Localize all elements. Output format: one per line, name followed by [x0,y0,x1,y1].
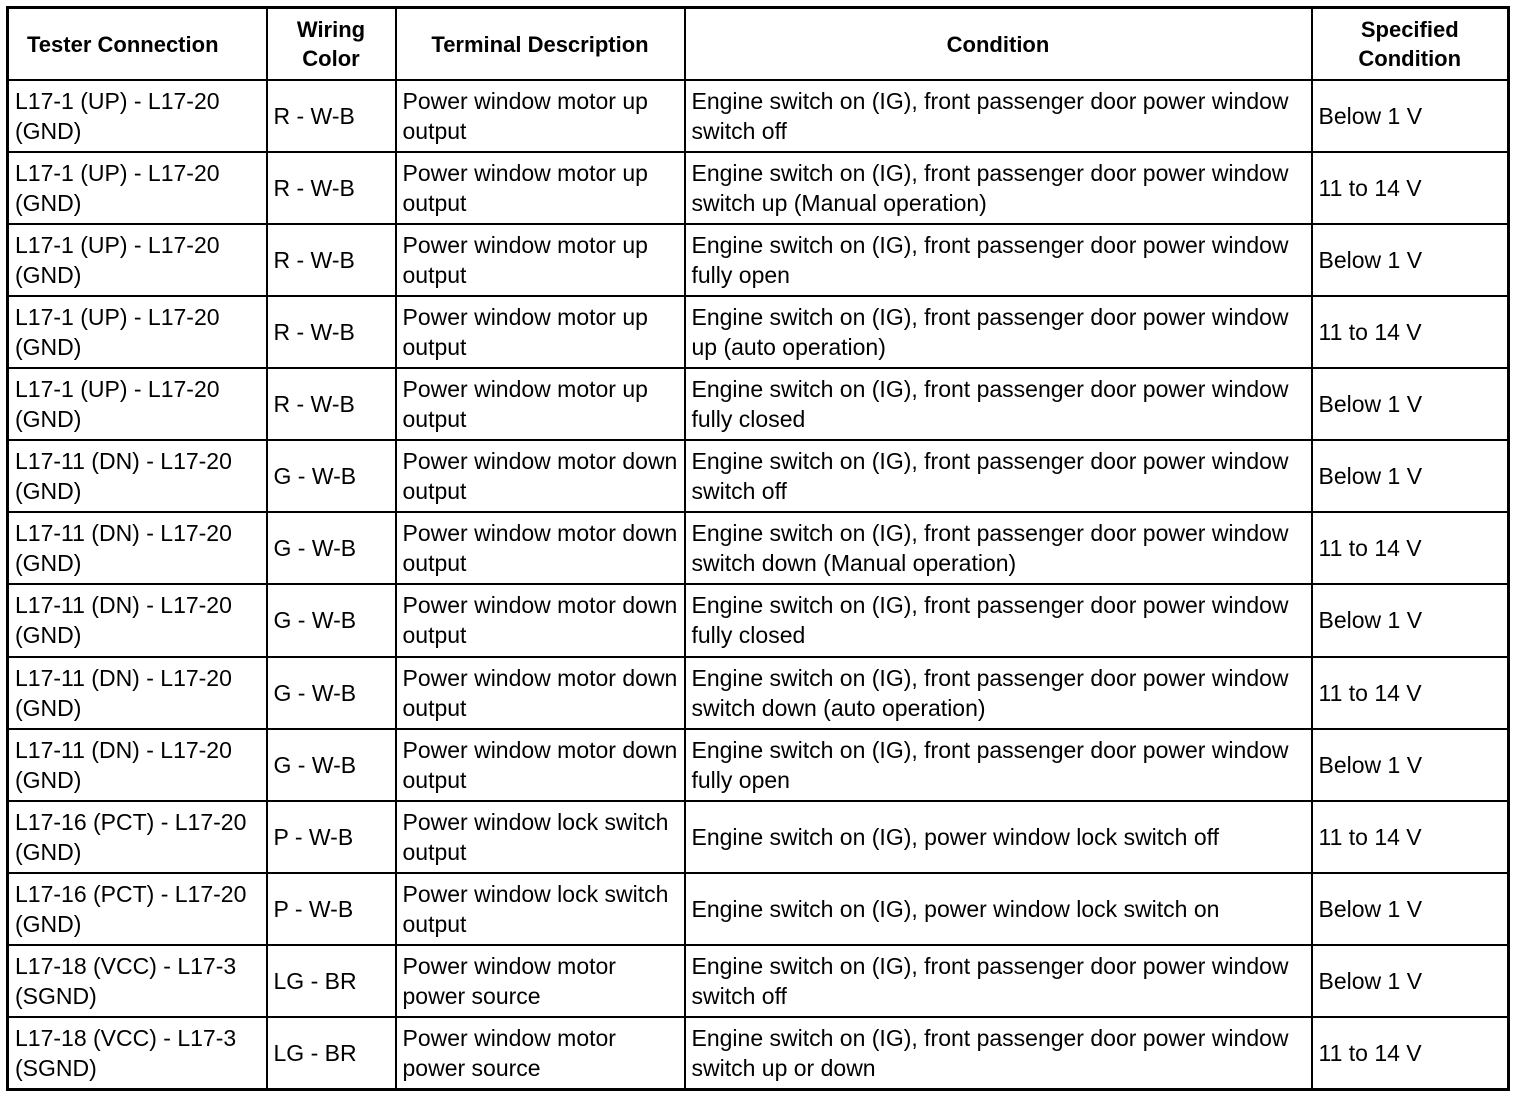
cell-terminal-description: Power window lock switch output [396,801,685,873]
cell-tester-connection: L17-11 (DN) - L17-20 (GND) [8,729,267,801]
cell-terminal-description: Power window motor down output [396,729,685,801]
terminal-spec-table [6,6,1510,1091]
table-row [8,873,1509,945]
cell-terminal-description: Power window motor down output [396,512,685,584]
cell-specified-condition: Below 1 V [1312,584,1509,656]
cell-tester-connection: L17-1 (UP) - L17-20 (GND) [8,224,267,296]
cell-tester-connection: L17-1 (UP) - L17-20 (GND) [8,368,267,440]
cell-specified-condition: 11 to 14 V [1312,1017,1509,1090]
cell-wiring-color: LG - BR [267,945,396,1017]
cell-terminal-description: Power window motor down output [396,584,685,656]
cell-tester-connection: L17-11 (DN) - L17-20 (GND) [8,584,267,656]
cell-condition: Engine switch on (IG), front passenger door power window switch off [685,80,1312,152]
table-row [8,584,1509,656]
cell-wiring-color: R - W-B [267,296,396,368]
cell-condition: Engine switch on (IG), front passenger door power window fully closed [685,368,1312,440]
header-terminal-description: Terminal Description [396,8,685,81]
cell-condition: Engine switch on (IG), front passenger door power window switch off [685,945,1312,1017]
cell-terminal-description: Power window motor power source [396,1017,685,1090]
table-row [8,801,1509,873]
cell-tester-connection: L17-11 (DN) - L17-20 (GND) [8,440,267,512]
cell-specified-condition: 11 to 14 V [1312,801,1509,873]
table-row [8,512,1509,584]
cell-tester-connection: L17-11 (DN) - L17-20 (GND) [8,512,267,584]
cell-condition: Engine switch on (IG), front passenger door power window up (auto operation) [685,296,1312,368]
table-row [8,729,1509,801]
cell-tester-connection: L17-16 (PCT) - L17-20 (GND) [8,873,267,945]
cell-specified-condition: 11 to 14 V [1312,152,1509,224]
cell-tester-connection: L17-18 (VCC) - L17-3 (SGND) [8,1017,267,1090]
cell-tester-connection: L17-1 (UP) - L17-20 (GND) [8,80,267,152]
header-tester-connection: Tester Connection [8,8,267,81]
cell-wiring-color: LG - BR [267,1017,396,1090]
cell-terminal-description: Power window motor up output [396,368,685,440]
cell-wiring-color: R - W-B [267,80,396,152]
cell-wiring-color: R - W-B [267,152,396,224]
cell-condition: Engine switch on (IG), front passenger door power window fully closed [685,584,1312,656]
cell-specified-condition: 11 to 14 V [1312,657,1509,729]
cell-wiring-color: G - W-B [267,584,396,656]
table-row [8,152,1509,224]
table-row [8,368,1509,440]
cell-terminal-description: Power window motor power source [396,945,685,1017]
header-wiring-color: Wiring Color [267,8,396,81]
cell-specified-condition: 11 to 14 V [1312,512,1509,584]
cell-terminal-description: Power window motor up output [396,296,685,368]
cell-terminal-description: Power window motor up output [396,224,685,296]
cell-terminal-description: Power window motor up output [396,152,685,224]
cell-condition: Engine switch on (IG), front passenger door power window switch down (Manual operation) [685,512,1312,584]
cell-tester-connection: L17-16 (PCT) - L17-20 (GND) [8,801,267,873]
header-row [8,8,1509,81]
table-row [8,1017,1509,1090]
cell-condition: Engine switch on (IG), front passenger door power window fully open [685,729,1312,801]
header-specified-condition: Specified Condition [1312,8,1509,81]
table-row [8,224,1509,296]
cell-wiring-color: P - W-B [267,801,396,873]
cell-specified-condition: Below 1 V [1312,440,1509,512]
cell-specified-condition: Below 1 V [1312,945,1509,1017]
cell-condition: Engine switch on (IG), front passenger door power window switch up or down [685,1017,1312,1090]
table-row [8,657,1509,729]
cell-tester-connection: L17-1 (UP) - L17-20 (GND) [8,152,267,224]
cell-tester-connection: L17-11 (DN) - L17-20 (GND) [8,657,267,729]
cell-condition: Engine switch on (IG), front passenger door power window switch off [685,440,1312,512]
cell-terminal-description: Power window lock switch output [396,873,685,945]
cell-specified-condition: Below 1 V [1312,729,1509,801]
cell-condition: Engine switch on (IG), power window lock switch on [685,873,1312,945]
table-row [8,440,1509,512]
table-row [8,80,1509,152]
cell-specified-condition: Below 1 V [1312,80,1509,152]
cell-specified-condition: 11 to 14 V [1312,296,1509,368]
cell-specified-condition: Below 1 V [1312,873,1509,945]
cell-condition: Engine switch on (IG), power window lock switch off [685,801,1312,873]
cell-condition: Engine switch on (IG), front passenger door power window fully open [685,224,1312,296]
table-body [8,80,1509,1090]
cell-wiring-color: G - W-B [267,512,396,584]
cell-wiring-color: R - W-B [267,368,396,440]
cell-wiring-color: G - W-B [267,440,396,512]
cell-terminal-description: Power window motor up output [396,80,685,152]
cell-wiring-color: G - W-B [267,729,396,801]
cell-terminal-description: Power window motor down output [396,657,685,729]
cell-wiring-color: G - W-B [267,657,396,729]
cell-tester-connection: L17-18 (VCC) - L17-3 (SGND) [8,945,267,1017]
cell-specified-condition: Below 1 V [1312,368,1509,440]
header-condition: Condition [685,8,1312,81]
cell-tester-connection: L17-1 (UP) - L17-20 (GND) [8,296,267,368]
cell-specified-condition: Below 1 V [1312,224,1509,296]
table-row [8,296,1509,368]
cell-wiring-color: P - W-B [267,873,396,945]
table-header [8,8,1509,81]
cell-condition: Engine switch on (IG), front passenger door power window switch up (Manual operation) [685,152,1312,224]
cell-condition: Engine switch on (IG), front passenger door power window switch down (auto operation) [685,657,1312,729]
cell-terminal-description: Power window motor down output [396,440,685,512]
cell-wiring-color: R - W-B [267,224,396,296]
table-row [8,945,1509,1017]
